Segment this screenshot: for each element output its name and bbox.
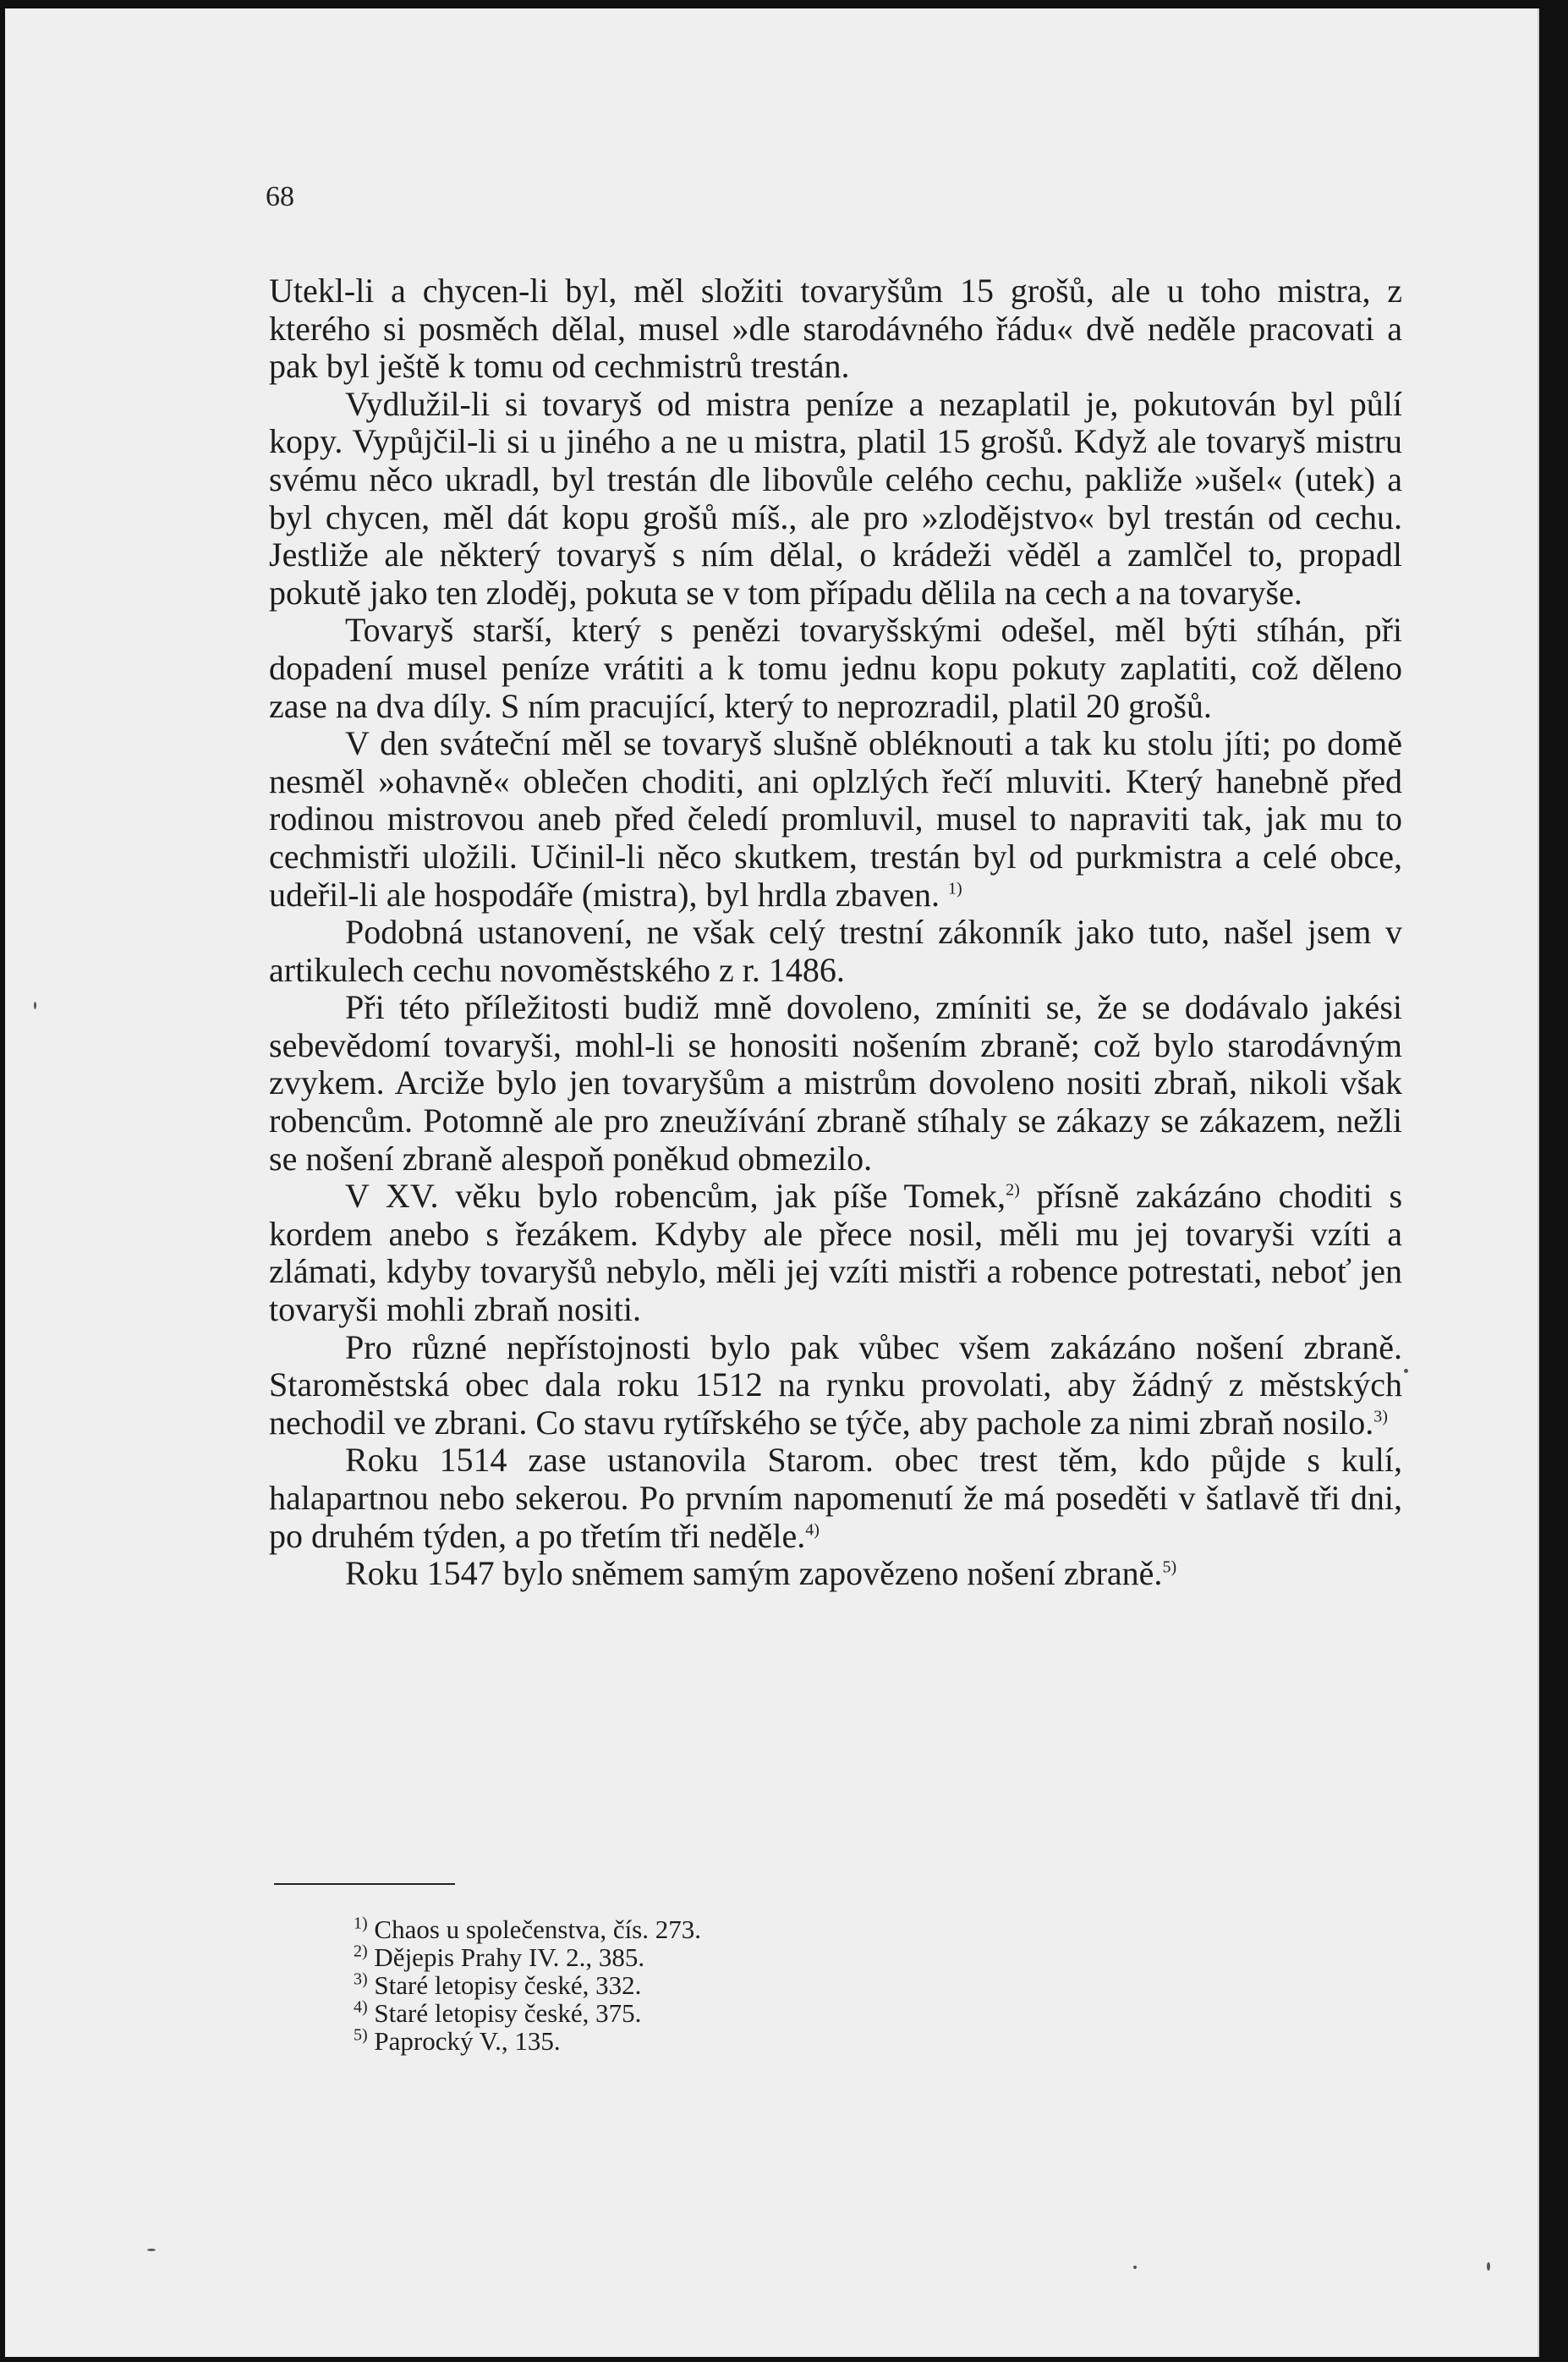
footnotes xyxy=(354,1915,1115,2055)
paper-speck xyxy=(147,2249,156,2251)
footnote-text: Chaos u společenstva, čís. 273. xyxy=(374,1914,701,1944)
paper-speck xyxy=(1133,2266,1137,2269)
paper-speck xyxy=(1404,1369,1408,1373)
paragraph-4 xyxy=(269,725,1402,914)
paragraph-7 xyxy=(269,1178,1402,1328)
paragraph-5: Podobná ustanovení, ne však celý trestní zákonník jako tuto, našel jsem v artikulech cechu novoměstského z r. 1486. xyxy=(269,913,1402,989)
footnote-mark: 2) xyxy=(354,1942,368,1961)
footnote-mark: 5) xyxy=(354,2025,368,2045)
paper-speck xyxy=(34,1002,36,1009)
footnote-text: Dějepis Prahy IV. 2., 385. xyxy=(374,1942,645,1972)
footnote-text: Staré letopisy české, 332. xyxy=(374,1970,642,2000)
paragraph-8-text: Pro různé nepřístojnosti bylo pak vůbec všem zakázáno nošení zbraně. Staroměstská obec dala roku 1512 na rynku provolati, aby žádný z městských nechodil ve zbrani. Co stavu rytířského se týče, aby pachole za nimi zbraň nosilo. xyxy=(269,1327,1402,1442)
body-text xyxy=(269,272,1402,1593)
footnote-ref-3: 3) xyxy=(1373,1407,1388,1426)
paragraph-9 xyxy=(269,1442,1402,1555)
footnote-text: Staré letopisy české, 375. xyxy=(374,1998,642,2028)
footnote-3 xyxy=(354,1971,1115,1999)
footnote-mark: 4) xyxy=(354,1997,368,2017)
paragraph-10 xyxy=(269,1555,1402,1593)
footnote-5 xyxy=(354,2027,1115,2055)
footnote-2 xyxy=(354,1943,1115,1971)
footnote-1 xyxy=(354,1915,1115,1943)
paragraph-7-lead: V XV. věku bylo robencům, jak píše Tomek, xyxy=(345,1177,1006,1216)
footnote-text: Paprocký V., 135. xyxy=(374,2026,561,2056)
footnote-ref-4: 4) xyxy=(805,1520,820,1540)
paragraph-4-text: V den sváteční měl se tovaryš slušně obléknouti a tak ku stolu jíti; po domě nesměl »ohavně« oblečen choditi, ani oplzlých řečí mluviti. Který hanebně před rodinou mistrovou aneb před čeledí promluvil, musel to napraviti tak, jak mu to cechmistři uložili. Učinil-li něco skutkem, trestán byl od purkmistra a celé obce, udeřil-li ale hospodáře (mistra), byl hrdla zbaven. xyxy=(269,724,1402,914)
paragraph-9-text: Roku 1514 zase ustanovila Starom. obec trest těm, kdo půjde s kulí, halapartnou nebo sekerou. Po prvním napomenutí že má poseděti v šatlavě tři dni, po druhém týden, a po třetím tři neděle. xyxy=(269,1441,1402,1555)
paragraph-1: Utekl-li a chycen-li byl, měl složiti tovaryšům 15 grošů, ale u toho mistra, z kterého si posměch dělal, musel »dle starodávného řádu« dvě neděle pracovati a pak byl ještě k tomu od cechmistrů trestán. xyxy=(269,272,1402,386)
footnote-mark: 1) xyxy=(354,1914,368,1933)
paragraph-8 xyxy=(269,1329,1402,1442)
paragraph-2: Vydlužil-li si tovaryš od mistra peníze a nezaplatil je, pokutován byl půlí kopy. Vypůjčil-li si u jiného a ne u mistra, platil 15 grošů. Když ale tovaryš mistru svému něco ukradl, byl trestán dle libovůle celého cechu, pakliže »ušel« (utek) a byl chycen, měl dát kopu grošů míš., ale pro »zlodějstvo« byl trestán od cechu. Jestliže ale některý tovaryš s ním dělal, o krádeži věděl a zamlčel to, propadl pokutě jako ten zloděj, pokuta se v tom případu dělila na cech a na tovaryše. xyxy=(269,384,1402,612)
paragraph-3: Tovaryš starší, který s penězi tovaryšskými odešel, měl býti stíhán, při dopadení musel peníze vrátiti a k tomu jednu kopu pokuty zaplatiti, což děleno zase na dva díly. S ním pracující, který to neprozradil, platil 20 grošů. xyxy=(269,611,1402,725)
footnote-4 xyxy=(354,1999,1115,2027)
page-number: 68 xyxy=(266,181,294,212)
footnote-ref-1: 1) xyxy=(948,879,962,898)
footnote-ref-2: 2) xyxy=(1006,1180,1020,1200)
paragraph-10-text: Roku 1547 bylo sněmem samým zapovězeno nošení zbraně. xyxy=(345,1554,1163,1593)
footnote-ref-5: 5) xyxy=(1162,1557,1177,1577)
footnote-divider xyxy=(274,1883,455,1885)
paragraph-7-tail: přísně zakázáno choditi s kordem anebo s řezákem. Kdyby ale přece nosil, měli mu jej tovaryši vzíti a zlámati, kdyby tovaryšů nebylo, měli jej vzíti mistři a robence potrestati, neboť jen tovaryši mohli zbraň nositi. xyxy=(269,1177,1403,1329)
document-page xyxy=(5,8,1539,2357)
paper-speck xyxy=(1487,2262,1490,2271)
paragraph-6: Při této příležitosti budiž mně dovoleno, zmíniti se, že se dodávalo jakési sebevědomí tovaryši, mohl-li se honositi nošením zbraně; což bylo starodávným zvykem. Arciže bylo jen tovaryšům a mistrům dovoleno nositi zbraň, nikoli však robencům. Potomně ale pro zneužívání zbraně stíhaly se zákazy se zákazem, nežli se nošení zbraně alespoň poněkud obmezilo. xyxy=(269,988,1402,1178)
footnote-mark: 3) xyxy=(354,1969,368,1989)
